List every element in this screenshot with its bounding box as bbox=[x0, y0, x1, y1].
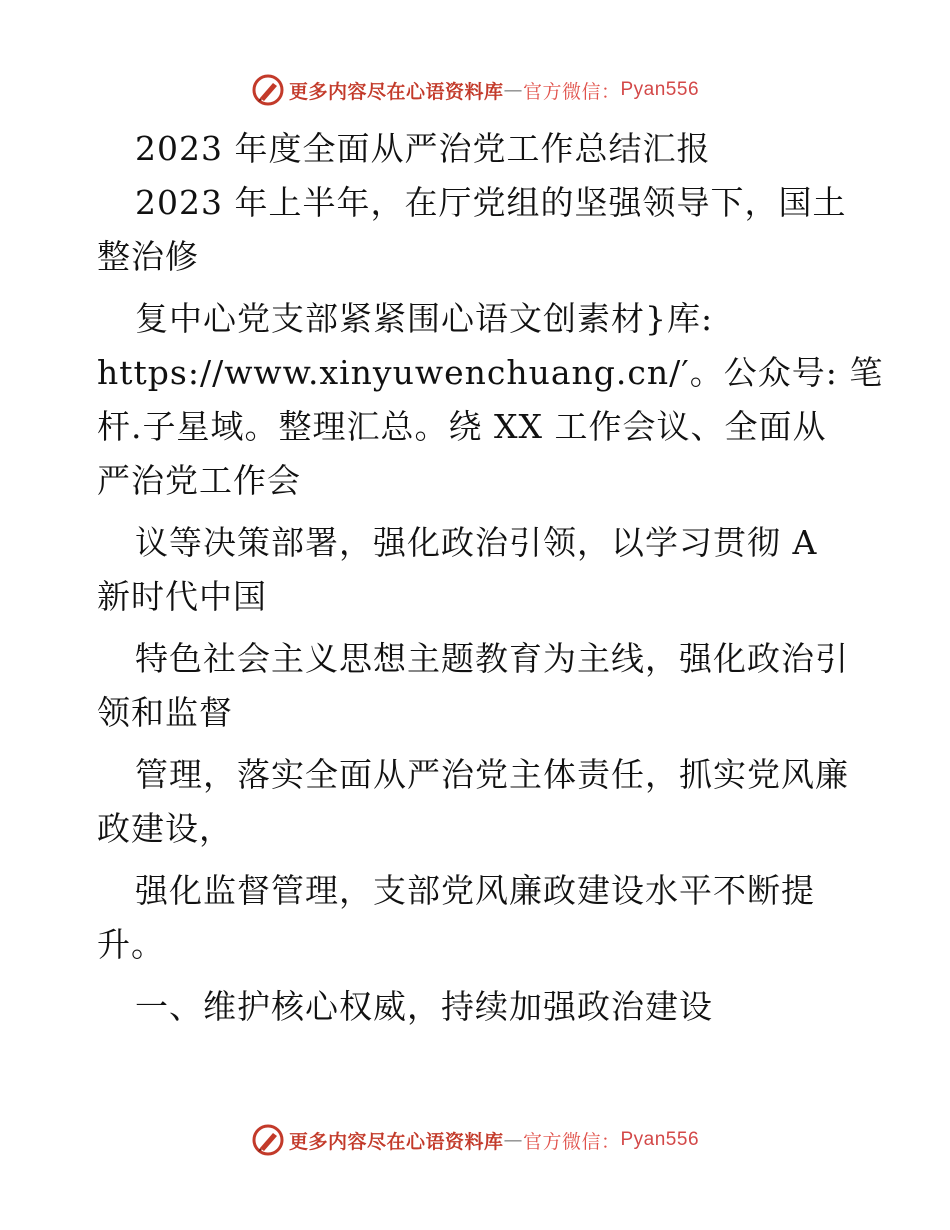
paragraph-line: 强化监督管理，支部党风廉政建设水平不断提 bbox=[135, 871, 815, 910]
paragraph-line: 管理，落实全面从严治党主体责任，抓实党风廉 bbox=[135, 755, 849, 794]
pen-logo-icon bbox=[251, 73, 285, 107]
paragraph-line: 升。 bbox=[97, 925, 165, 964]
paragraph-line: 新时代中国 bbox=[97, 577, 267, 616]
banner-wechat-label: 官方微信： bbox=[522, 80, 621, 103]
paragraph-line: 特色社会主义思想主题教育为主线，强化政治引 bbox=[135, 639, 849, 678]
document-title: 2023 年度全面从严治党工作总结汇报 bbox=[135, 129, 711, 168]
paragraph-line: 议等决策部署，强化政治引领，以学习贯彻 A bbox=[135, 523, 818, 562]
paragraph-line: 政建设， bbox=[97, 809, 233, 848]
footer-watermark-banner bbox=[0, 1120, 950, 1160]
banner-separator: — bbox=[503, 1129, 523, 1151]
paragraph-line: https://www.xinyuwenchuang.cn/′。公众号: 笔 bbox=[97, 353, 884, 392]
paragraph-line: 杆.子星域。整理汇总。绕 XX 工作会议、全面从 bbox=[97, 407, 827, 446]
pen-logo-icon bbox=[251, 1123, 285, 1157]
paragraph-line: 复中心党支部紧紧围心语文创素材}库: bbox=[135, 299, 714, 338]
banner-wechat-id: Pyan556 bbox=[620, 1129, 700, 1150]
banner-separator: — bbox=[503, 79, 523, 101]
banner-main-text: 更多内容尽在心语资料库 bbox=[288, 1130, 504, 1153]
document-body bbox=[97, 122, 884, 1034]
paragraph-line: 严治党工作会 bbox=[97, 461, 301, 500]
header-watermark-banner bbox=[0, 70, 950, 110]
paragraph-line: 2023 年上半年，在厅党组的坚强领导下，国土 bbox=[135, 183, 847, 222]
section-heading: 一、维护核心权威，持续加强政治建设 bbox=[135, 987, 713, 1026]
paragraph-line: 整治修 bbox=[97, 237, 199, 276]
banner-wechat-label: 官方微信： bbox=[522, 1130, 621, 1153]
banner-main-text: 更多内容尽在心语资料库 bbox=[288, 80, 504, 103]
paragraph-line: 领和监督 bbox=[97, 693, 233, 732]
banner-wechat-id: Pyan556 bbox=[620, 79, 700, 100]
